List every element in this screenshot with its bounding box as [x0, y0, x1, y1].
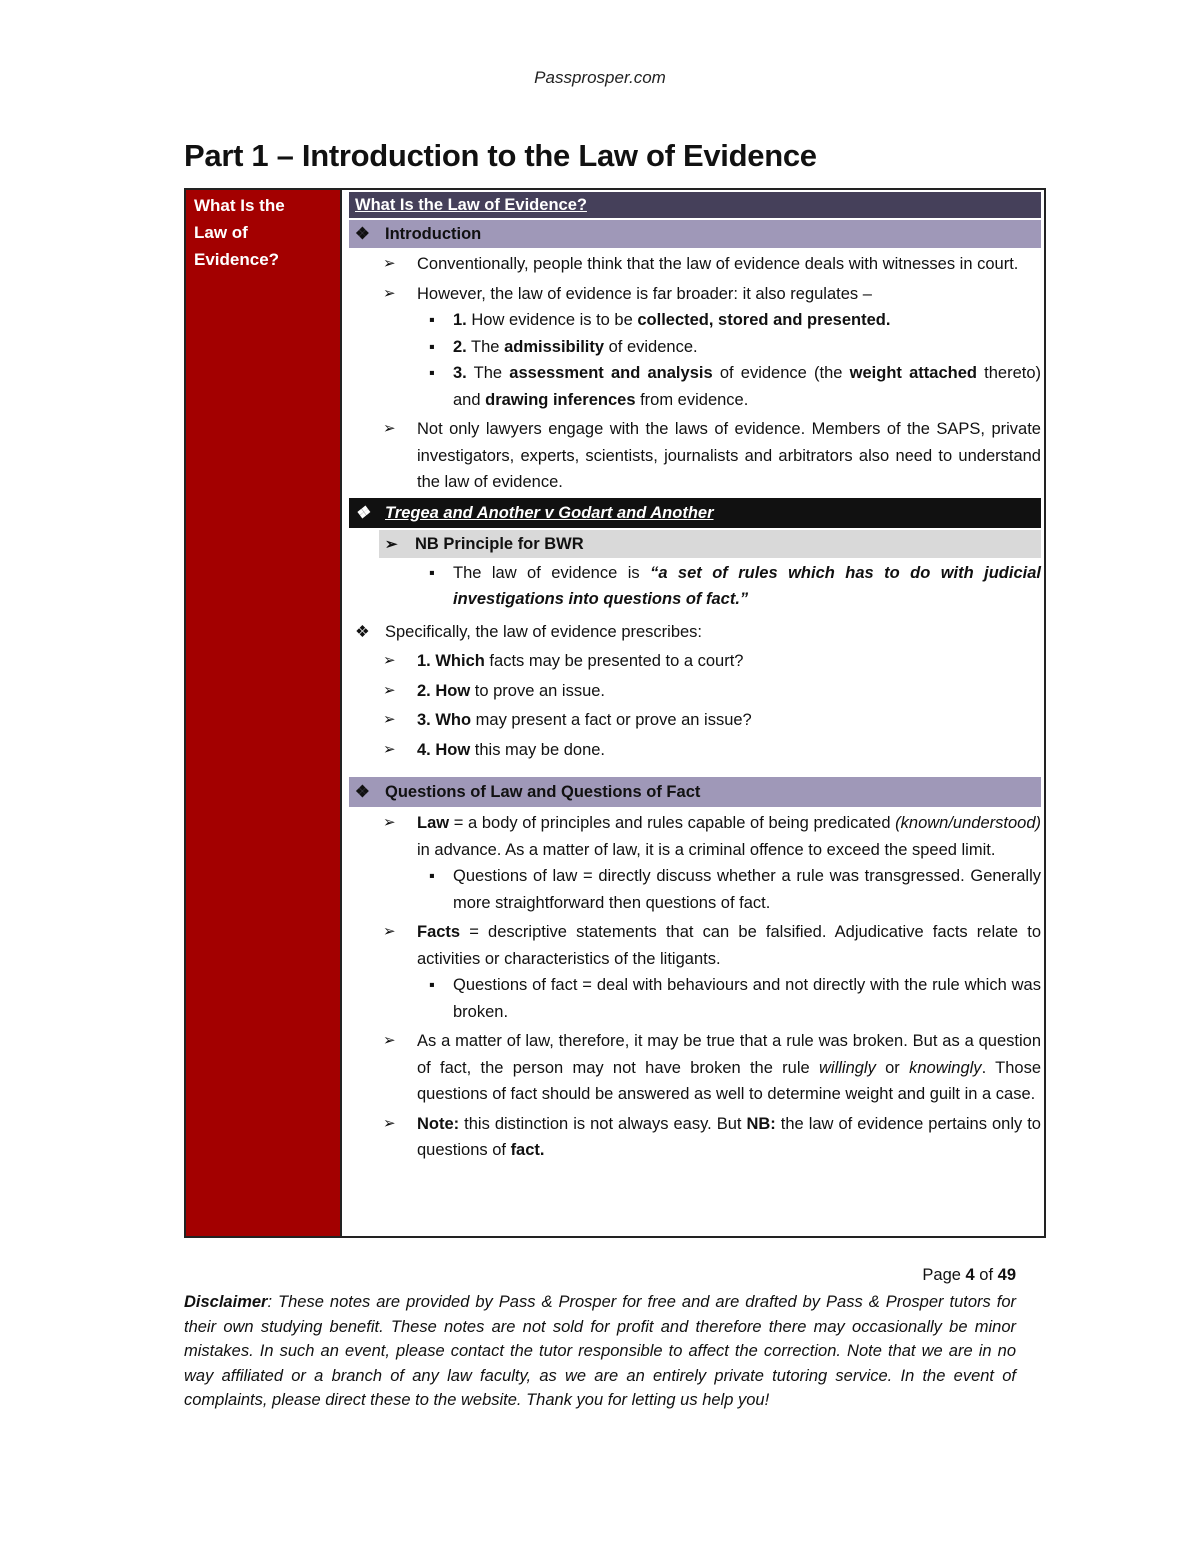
notes-table	[184, 188, 1046, 1238]
topic-column	[186, 190, 342, 1236]
diamond-bullet-icon: ❖	[355, 503, 370, 522]
square-bullet-icon: ▪	[429, 311, 435, 329]
list-item: ➢ As a matter of law, therefore, it may be true that a rule was broken. But as a question of fact, the person may not have broken the rule willingly or knowingly. Those questions of fact should be answered as well to determine weight and guilt in a case.	[349, 1028, 1041, 1108]
topic-label-line: Law of	[194, 223, 248, 242]
sub-list-item: ▪ The law of evidence is “a set of rules which has to do with judicial investigations into questions of fact.”	[349, 560, 1041, 613]
arrow-bullet-icon: ➢	[383, 1032, 396, 1049]
diamond-bullet-icon: ❖	[355, 783, 370, 801]
qlf-header: ❖ Questions of Law and Questions of Fact	[349, 777, 1041, 807]
list-item: ➢ 3. Who may present a fact or prove an issue?	[349, 707, 1041, 734]
topic-label-line: What Is the	[194, 196, 285, 215]
page-number: Page 4 of 49	[922, 1266, 1016, 1284]
arrow-bullet-icon: ➢	[383, 420, 396, 437]
list-item: ➢ Facts = descriptive statements that can be falsified. Adjudicative facts relate to activities or characteristics of the litigants.	[349, 919, 1041, 972]
diamond-bullet-icon: ❖	[355, 622, 370, 641]
list-item: ➢ 1. Which facts may be presented to a court?	[349, 648, 1041, 675]
sub-list-item: ▪ Questions of fact = deal with behaviours and not directly with the rule which was broken.	[349, 972, 1041, 1025]
topic-label-line: Evidence?	[194, 250, 280, 269]
arrow-bullet-icon: ➢	[383, 652, 396, 669]
arrow-bullet-icon: ➢	[383, 284, 396, 302]
list-item: ➢ Note: this distinction is not always easy. But NB: the law of evidence pertains only to questions of fact.	[349, 1111, 1041, 1164]
arrow-bullet-icon: ➢	[383, 923, 396, 940]
arrow-bullet-icon: ➢	[383, 1114, 396, 1132]
list-item: ➢ However, the law of evidence is far broader: it also regulates –	[349, 281, 1041, 308]
square-bullet-icon: ▪	[429, 337, 435, 356]
page-title: Part 1 – Introduction to the Law of Evidence	[184, 138, 817, 173]
content-column	[349, 192, 1041, 1164]
diamond-bullet-icon: ❖	[355, 225, 370, 243]
square-bullet-icon: ▪	[429, 563, 435, 582]
sub-list-item: ▪ 3. The assessment and analysis of evidence (the weight attached thereto) and drawing inferences from evidence.	[349, 360, 1041, 413]
site-header: Passprosper.com	[534, 68, 666, 87]
arrow-bullet-icon: ➢	[383, 740, 396, 758]
square-bullet-icon: ▪	[429, 976, 435, 994]
arrow-bullet-icon: ➢	[385, 535, 398, 553]
list-item: ➢ 2. How to prove an issue.	[349, 678, 1041, 705]
arrow-bullet-icon: ➢	[383, 814, 396, 831]
square-bullet-icon: ▪	[429, 364, 435, 382]
principle-header: ➢ NB Principle for BWR	[379, 530, 1041, 558]
intro-header: ❖ Introduction	[349, 220, 1041, 248]
list-item: ➢ Law = a body of principles and rules capable of being predicated (known/understood) in advance. As a matter of law, it is a criminal offence to exceed the speed limit.	[349, 810, 1041, 863]
sub-list-item: ▪ 2. The admissibility of evidence.	[349, 334, 1041, 361]
topic-label	[186, 190, 314, 273]
square-bullet-icon: ▪	[429, 867, 435, 885]
sub-list-item: ▪ Questions of law = directly discuss whether a rule was transgressed. Generally more straightforward then questions of fact.	[349, 863, 1041, 916]
arrow-bullet-icon: ➢	[383, 255, 396, 272]
section-header: What Is the Law of Evidence?	[349, 192, 1041, 218]
list-item: ❖ Specifically, the law of evidence prescribes:	[349, 619, 1041, 646]
arrow-bullet-icon: ➢	[383, 711, 396, 728]
case-header: ❖ Tregea and Another v Godart and Another	[349, 498, 1041, 528]
arrow-bullet-icon: ➢	[383, 681, 396, 699]
list-item: ➢ 4. How this may be done.	[349, 737, 1041, 764]
list-item: ➢ Conventionally, people think that the law of evidence deals with witnesses in court.	[349, 251, 1041, 278]
sub-list-item: ▪ 1. How evidence is to be collected, stored and presented.	[349, 307, 1041, 334]
list-item: ➢ Not only lawyers engage with the laws of evidence. Members of the SAPS, private investigators, experts, scientists, journalists and arbitrators also need to understand the law of evidence.	[349, 416, 1041, 496]
disclaimer: Disclaimer: These notes are provided by Pass & Prosper for free and are drafted by Pass & Prosper tutors for their own studying benefit. These notes are not sold for profit and therefore there may occasionally be minor mistakes. In such an event, please contact the tutor responsible to affect the correction. Note that we are in no way affiliated or a branch of any law faculty, as we are an entirely private tutoring service. In the event of complaints, please direct these to the website. Thank you for letting us help you!	[184, 1293, 1016, 1409]
